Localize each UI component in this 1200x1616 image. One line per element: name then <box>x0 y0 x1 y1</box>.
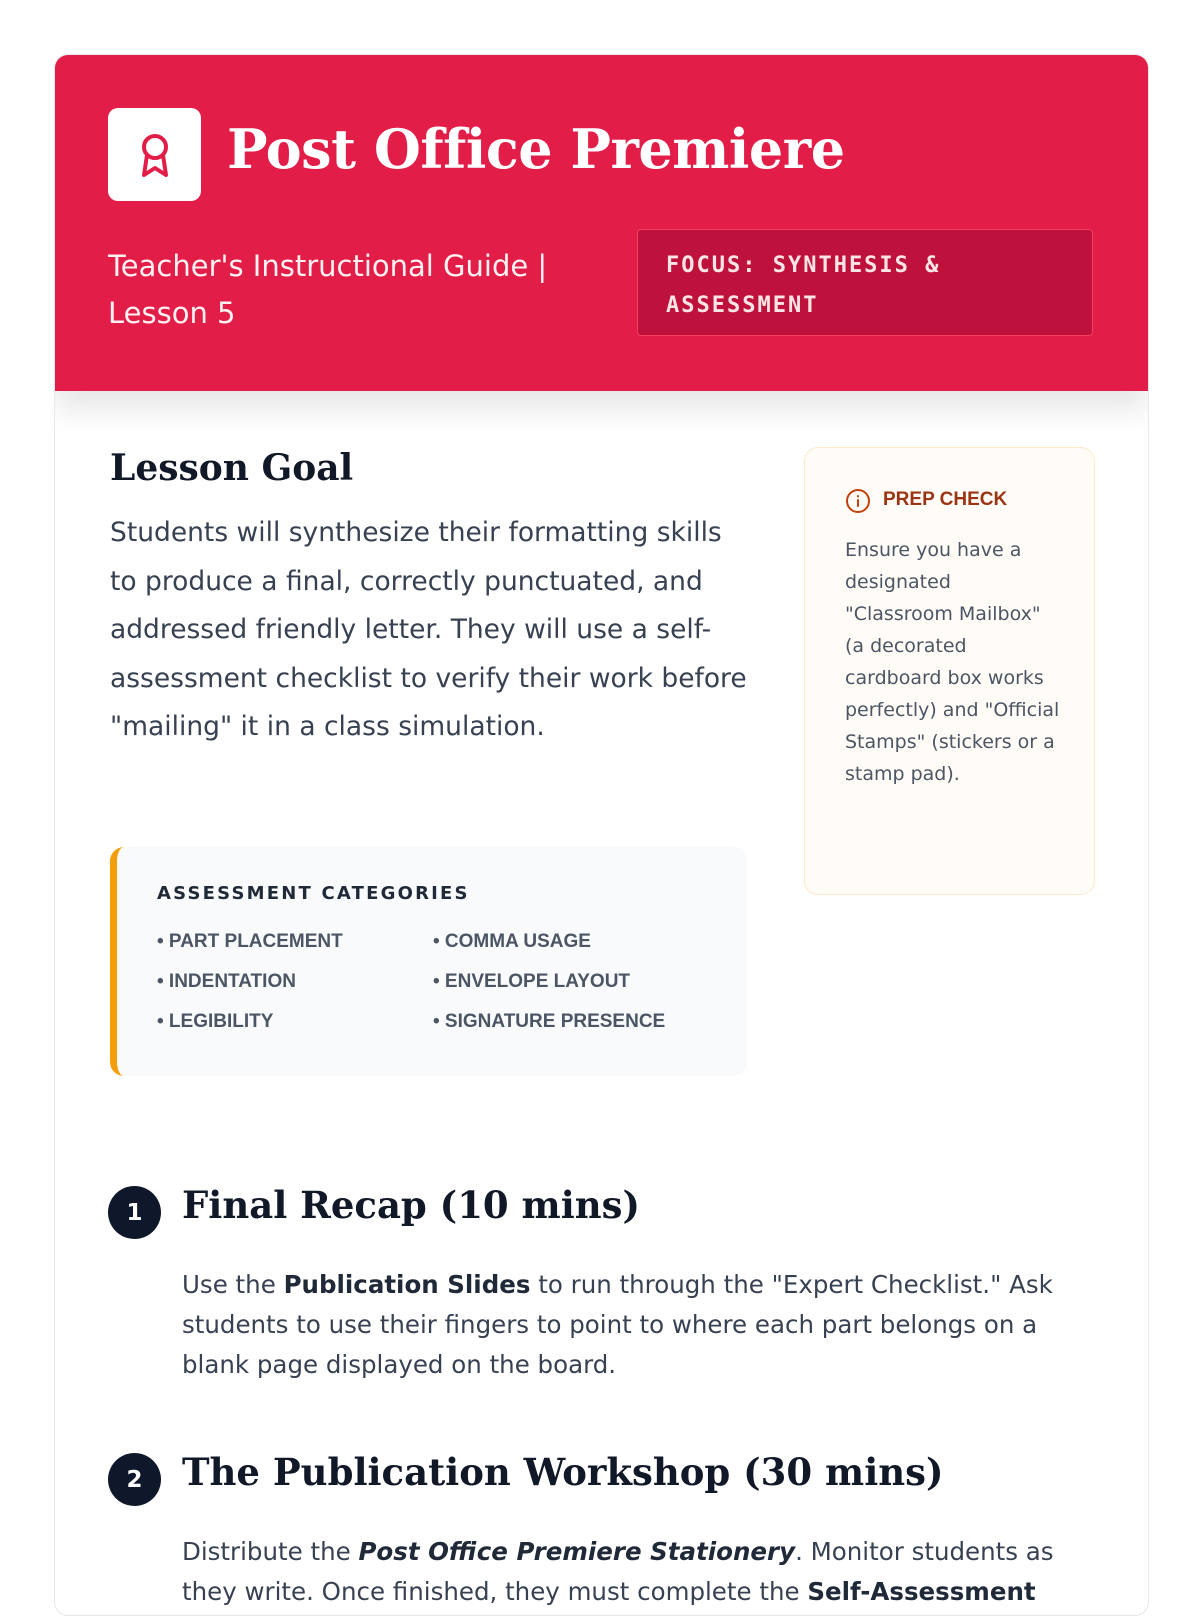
step-title: The Publication Workshop (30 mins) <box>182 1450 944 1494</box>
step-title: Final Recap (10 mins) <box>182 1183 641 1227</box>
assessment-item: • COMMA USAGE <box>433 931 591 952</box>
award-ribbon-icon <box>108 108 201 201</box>
assessment-item: • PART PLACEMENT <box>157 931 343 952</box>
focus-label: FOCUS: SYNTHESIS & ASSESSMENT <box>666 253 941 318</box>
header-banner <box>55 55 1148 391</box>
page-subtitle: Teacher's Instructional Guide | Lesson 5 <box>108 249 548 330</box>
page-title: Post Office Premiere <box>227 117 845 181</box>
assessment-categories-panel <box>110 847 747 1076</box>
lesson-goal-text: Students will synthesize their formatting skills to produce a final, correctly punctuated, and addressed friendly letter. They will use a self-assessment checklist to verify their work before "mailing" it in a class simulation. <box>110 517 747 742</box>
step-description: Use the Publication Slides to run through the "Expert Checklist." Ask students to use their fingers to point to where each part belongs on a blank page displayed on the board. <box>182 1270 1053 1379</box>
prep-check-text: Ensure you have a designated "Classroom Mailbox" (a decorated cardboard box works perfectly) and "Official Stamps" (stickers or a stamp pad). <box>845 539 1060 785</box>
assessment-item: • INDENTATION <box>157 971 296 992</box>
step-description: Distribute the Post Office Premiere Stationery. Monitor students as they write. Once finished, they must complete the Self-Assessment <box>182 1537 1054 1606</box>
focus-badge <box>637 229 1093 336</box>
assessment-item: • ENVELOPE LAYOUT <box>433 971 631 992</box>
assessment-item: • LEGIBILITY <box>157 1011 274 1032</box>
lesson-goal-heading: Lesson Goal <box>110 447 354 489</box>
step-number-badge: 2 <box>108 1453 161 1506</box>
assessment-heading: ASSESSMENT CATEGORIES <box>157 883 470 904</box>
prep-check-label: PREP CHECK <box>883 489 1008 510</box>
lesson-guide-card <box>54 54 1149 1616</box>
prep-check-callout <box>804 447 1095 895</box>
step-number-badge: 1 <box>108 1186 161 1239</box>
info-circle-icon <box>845 488 871 518</box>
assessment-item: • SIGNATURE PRESENCE <box>433 1011 666 1032</box>
